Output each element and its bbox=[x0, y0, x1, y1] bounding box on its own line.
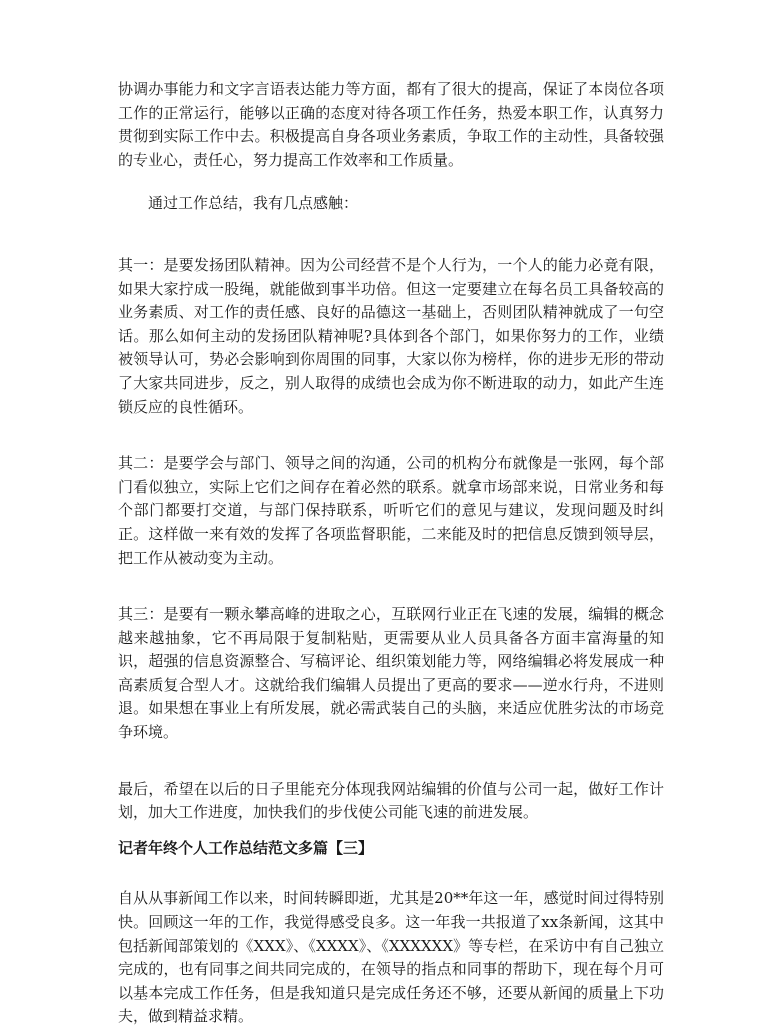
paragraph-point-two-communication: 其二：是要学会与部门、领导之间的沟通，公司的机构分布就像是一张网，每个部门看似独立，实际上它们之间存在着必然的联系。就拿市场部来说，日常业务和每个部门都要打交道，与部门保持联系，听听它们的意见与建议，发现问题及时纠正。这样做一来有效的发挥了各项监督职能，二来能及时的把信息反馈到领导层，把工作从被动变为主动。 bbox=[118, 454, 664, 567]
paragraph-point-one-teamwork: 其一：是要发扬团队精神。因为公司经营不是个人行为，一个人的能力必竟有限，如果大家拧成一股绳，就能做到事半功倍。但这一定要建立在每名员工具备较高的业务素质、对工作的责任感、良好的品德这一基础上，否则团队精神就成了一句空话。那么如何主动的发扬团队精神呢?具体到各个部门，如果你努力的工作，业绩被领导认可，势必会影响到你周围的同事，大家以你为榜样，你的进步无形的带动了大家共同进步，反之，别人取得的成绩也会成为你不断进取的动力，如此产生连锁反应的良性循环。 bbox=[118, 255, 664, 416]
document-page bbox=[118, 78, 664, 1029]
paragraph-point-three-progress: 其三：是要有一颗永攀高峰的进取之心，互联网行业正在飞速的发展，编辑的概念越来越抽象，它不再局限于复制粘贴，更需要从业人员具备各方面丰富海量的知识，超强的信息资源整合、写稿评论、组织策划能力等，网络编辑必将发展成一种高素质复合型人才。这就给我们编辑人员提出了更高的要求——逆水行舟，不进则退。如果想在事业上有所发展，就必需武装自己的头脑，来适应优胜劣汰的市场竞争环境。 bbox=[118, 605, 664, 742]
paragraph-reflections-intro: 通过工作总结，我有几点感触： bbox=[148, 194, 359, 213]
section-heading: 记者年终个人工作总结范文多篇【三】 bbox=[118, 838, 374, 857]
paragraph-closing: 最后，希望在以后的日子里能充分体现我网站编辑的价值与公司一起，做好工作计划，加大工作进度，加快我们的步伐使公司能飞速的前进发展。 bbox=[118, 779, 664, 822]
paragraph-reporter-summary: 自从从事新闻工作以来，时间转瞬即逝，尤其是20**年这一年，感觉时间过得特别快。回顾这一年的工作，我觉得感受良多。这一年我一共报道了xx条新闻，这其中包括新闻部策划的《XXX》、《XXXX》、《XXXXXX》等专栏，在采访中有自己独立完成的，也有同事之间共同完成的，在领导的指点和同事的帮助下，现在每个月可以基本完成工作任务，但是我知道只是完成任务还不够，还要从新闻的质量上下功夫，做到精益求精。 bbox=[118, 889, 664, 1026]
paragraph-work-abilities: 协调办事能力和文字言语表达能力等方面，都有了很大的提高，保证了本岗位各项工作的正常运行，能够以正确的态度对待各项工作任务，热爱本职工作，认真努力贯彻到实际工作中去。积极提高自身各项业务素质，争取工作的主动性，具备较强的专业心，责任心，努力提高工作效率和工作质量。 bbox=[118, 80, 664, 169]
